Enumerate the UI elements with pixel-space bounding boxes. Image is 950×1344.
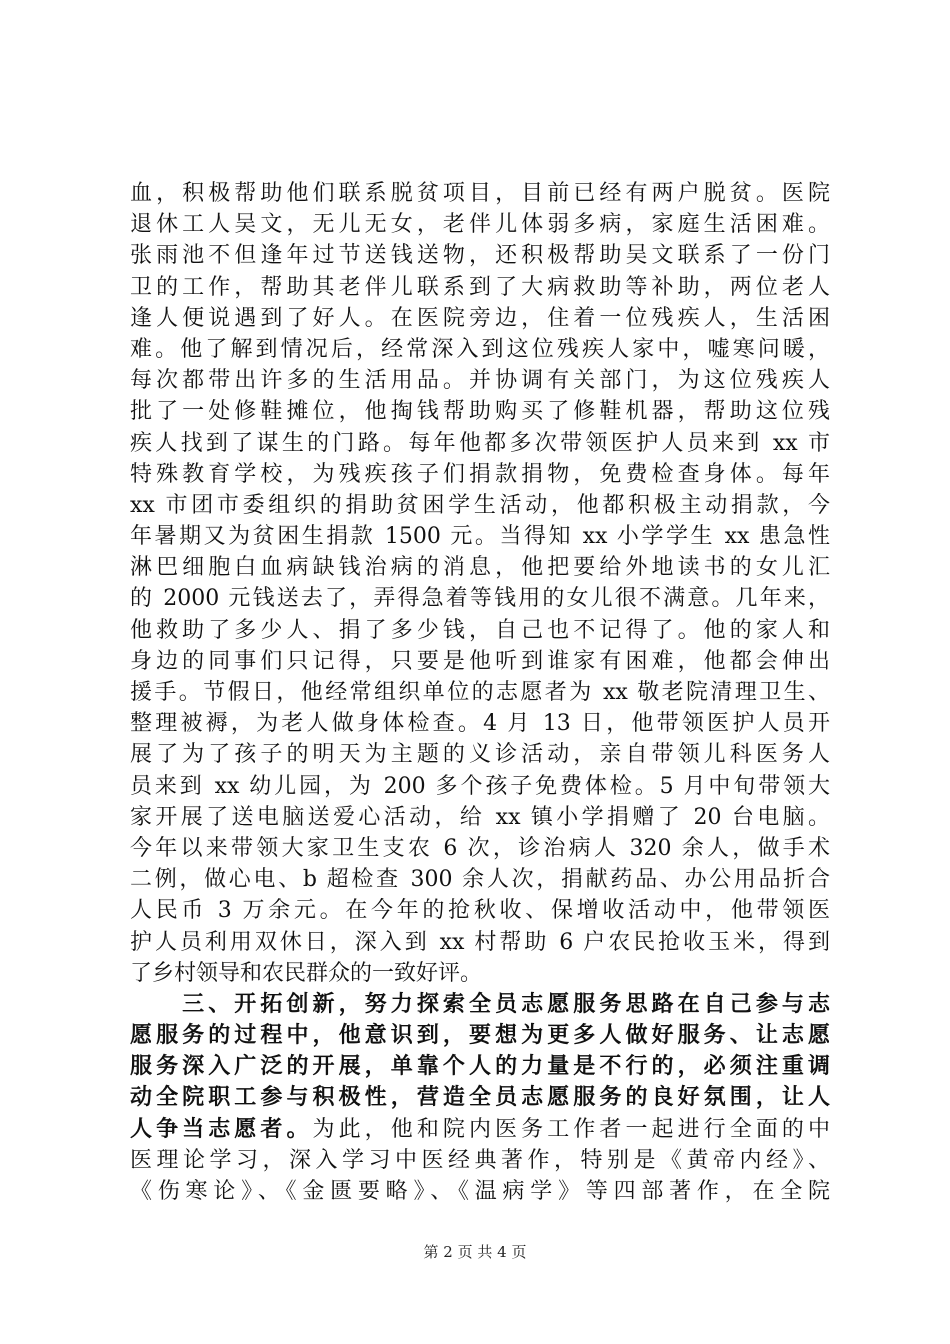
text-line: 愿服务的过程中，他意识到，要想为更多人做好服务、让志愿 [130, 1022, 830, 1049]
text-line: 血，积极帮助他们联系脱贫项目，目前已经有两户脱贫。医院 [130, 181, 830, 206]
text-line: 张雨池不但逢年过节送钱送物，还积极帮助吴文联系了一份门 [130, 243, 830, 269]
page-footer [0, 1241, 950, 1262]
text-line: 援手。节假日，他经常组织单位的志愿者为 xx 敬老院清理卫生、 [130, 680, 830, 705]
text-line: 批了一处修鞋摊位，他掏钱帮助购买了修鞋机器，帮助这位残 [130, 399, 830, 425]
text-line: 了乡村领导和农民群众的一致好评。 [130, 960, 483, 986]
text-line: 每次都带出许多的生活用品。并协调有关部门，为这位残疾人 [130, 368, 830, 394]
text-line: 疾人找到了谋生的门路。每年他都多次带领医护人员来到 xx 市 [130, 430, 830, 456]
text-line: 卫的工作，帮助其老伴儿联系到了大病救助等补助，两位老人 [130, 274, 830, 300]
text-line: 家开展了送电脑送爱心活动，给 xx 镇小学捐赠了 20 台电脑。 [130, 804, 830, 830]
text-line: 特殊教育学校，为残疾孩子们捐款捐物，免费检查身体。每年 [130, 461, 830, 487]
text-line: 退休工人吴文，无儿无女，老伴儿体弱多病，家庭生活困难。 [130, 212, 830, 238]
text-line: 逢人便说遇到了好人。在医院旁边，住着一位残疾人，生活困 [130, 305, 830, 331]
text-line: 身边的同事们只记得，只要是他听到谁家有困难，他都会伸出 [130, 648, 830, 674]
section-heading-line: 三、开拓创新，努力探索全员志愿服务思路在自己参与志 [130, 990, 830, 1017]
text-line: 今年以来带领大家卫生支农 6 次，诊治病人 320 余人，做手术 [130, 835, 830, 861]
text-line: xx 市团市委组织的捐助贫困学生活动，他都积极主动捐款，今 [130, 492, 830, 518]
text-line: 的 2000 元钱送去了，弄得急着等钱用的女儿很不满意。几年来， [130, 586, 830, 612]
text-line: 难。他了解到情况后，经常深入到这位残疾人家中，嘘寒问暖， [130, 336, 830, 362]
text-line: 人民币 3 万余元。在今年的抢秋收、保增收活动中，他带领医 [130, 898, 830, 924]
text-line: 员来到 xx 幼儿园，为 200 多个孩子免费体检。5 月中旬带领大 [130, 773, 830, 799]
text-line: 动全院职工参与积极性，营造全员志愿服务的良好氛围，让人 [130, 1084, 830, 1111]
text-segment-bold: 人争当志愿者。 [130, 1115, 313, 1142]
page-number-label: 第 2 页 共 4 页 [423, 1243, 527, 1261]
text-segment: 为此，他和院内医务工作者一起进行全面的中 [312, 1116, 830, 1142]
text-line: 《伤寒论》、《金匮要略》、《温病学》等四部著作，在全院 [130, 1179, 830, 1204]
body-text [130, 178, 830, 1207]
text-line: 淋巴细胞白血病缺钱治病的消息，他把要给外地读书的女儿汇 [130, 555, 830, 581]
text-line [130, 1114, 830, 1145]
text-line: 服务深入广泛的开展，单靠个人的力量是不行的，必须注重调 [130, 1053, 830, 1080]
text-line: 展了为了孩子的明天为主题的义诊活动，亲自带领儿科医务人 [130, 742, 830, 768]
text-line: 整理被褥，为老人做身体检查。4 月 13 日，他带领医护人员开 [130, 711, 830, 737]
text-line: 年暑期又为贫困生捐款 1500 元。当得知 xx 小学学生 xx 患急性 [130, 524, 830, 550]
text-line: 他救助了多少人、捐了多少钱，自己也不记得了。他的家人和 [130, 617, 830, 643]
text-line: 二例，做心电、b 超检查 300 余人次，捐献药品、办公用品折合 [130, 867, 830, 893]
text-line: 医理论学习，深入学习中医经典著作，特别是《黄帝内经》、 [130, 1147, 830, 1173]
text-line: 护人员利用双休日，深入到 xx 村帮助 6 户农民抢收玉米，得到 [130, 929, 830, 955]
